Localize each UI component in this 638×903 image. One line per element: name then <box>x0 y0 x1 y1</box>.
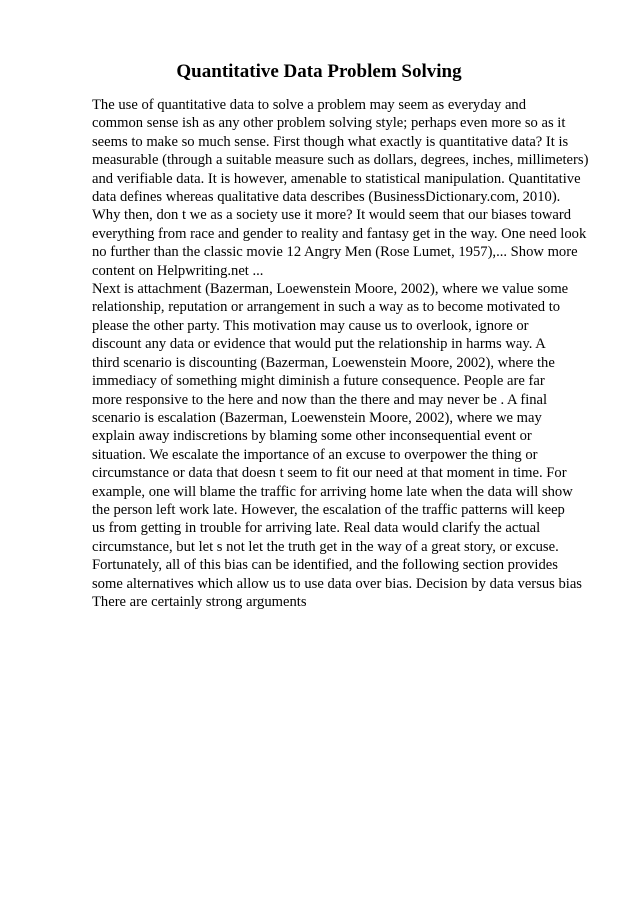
text-line: content on Helpwriting.net ... <box>92 262 264 279</box>
page-title: Quantitative Data Problem Solving <box>176 61 462 82</box>
text-line: immediacy of something might diminish a future consequence. People are far <box>92 373 545 390</box>
text-line: explain away indiscretions by blaming some other inconsequential event or <box>92 428 532 445</box>
text-line: circumstance, but let s not let the truth get in the way of a great story, or excuse. <box>92 538 559 555</box>
text-line: Fortunately, all of this bias can be identified, and the following section provides <box>92 557 558 574</box>
text-line: Why then, don t we as a society use it more? It would seem that our biases toward <box>92 207 572 224</box>
text-line: more responsive to the here and now than the there and may never be . A final <box>92 391 548 408</box>
text-line: everything from race and gender to reality and fantasy get in the way. One need look <box>92 225 587 242</box>
text-line: situation. We escalate the importance of an excuse to overpower the thing or <box>92 446 538 463</box>
text-line: example, one will blame the traffic for arriving home late when the data will show <box>92 483 573 500</box>
text-line: circumstance or data that doesn t seem to fit our need at that moment in time. For <box>92 465 567 482</box>
text-line: scenario is escalation (Bazerman, Loewenstein Moore, 2002), where we may <box>92 409 542 426</box>
text-line: There are certainly strong arguments <box>92 593 307 610</box>
text-line: The use of quantitative data to solve a problem may seem as everyday and <box>92 97 527 113</box>
text-line: us from getting in trouble for arriving late. Real data would clarify the actual <box>92 520 541 537</box>
text-line: data defines whereas qualitative data describes (BusinessDictionary.com, 2010). <box>92 189 561 206</box>
text-line: no further than the classic movie 12 Angry Men (Rose Lumet, 1957),... Show more <box>92 244 578 261</box>
text-line: discount any data or evidence that would put the relationship in harms way. A <box>92 336 546 353</box>
text-line: Next is attachment (Bazerman, Loewenstein Moore, 2002), where we value some <box>92 281 569 298</box>
text-line: the person left work late. However, the escalation of the traffic patterns will keep <box>92 501 565 518</box>
body-paragraph <box>92 96 592 611</box>
text-line: measurable (through a suitable measure such as dollars, degrees, inches, millimeters) <box>92 152 589 169</box>
text-line: and verifiable data. It is however, amenable to statistical manipulation. Quantitative <box>92 170 581 187</box>
text-line: seems to make so much sense. First though what exactly is quantitative data? It is <box>92 133 569 150</box>
text-line: common sense ish as any other problem solving style; perhaps even more so as it <box>92 115 566 132</box>
text-line: relationship, reputation or arrangement in such a way as to become motivated to <box>92 299 561 316</box>
text-line: some alternatives which allow us to use data over bias. Decision by data versus bias <box>92 575 582 592</box>
text-line: please the other party. This motivation may cause us to overlook, ignore or <box>92 317 529 334</box>
text-line: third scenario is discounting (Bazerman, Loewenstein Moore, 2002), where the <box>92 354 555 371</box>
